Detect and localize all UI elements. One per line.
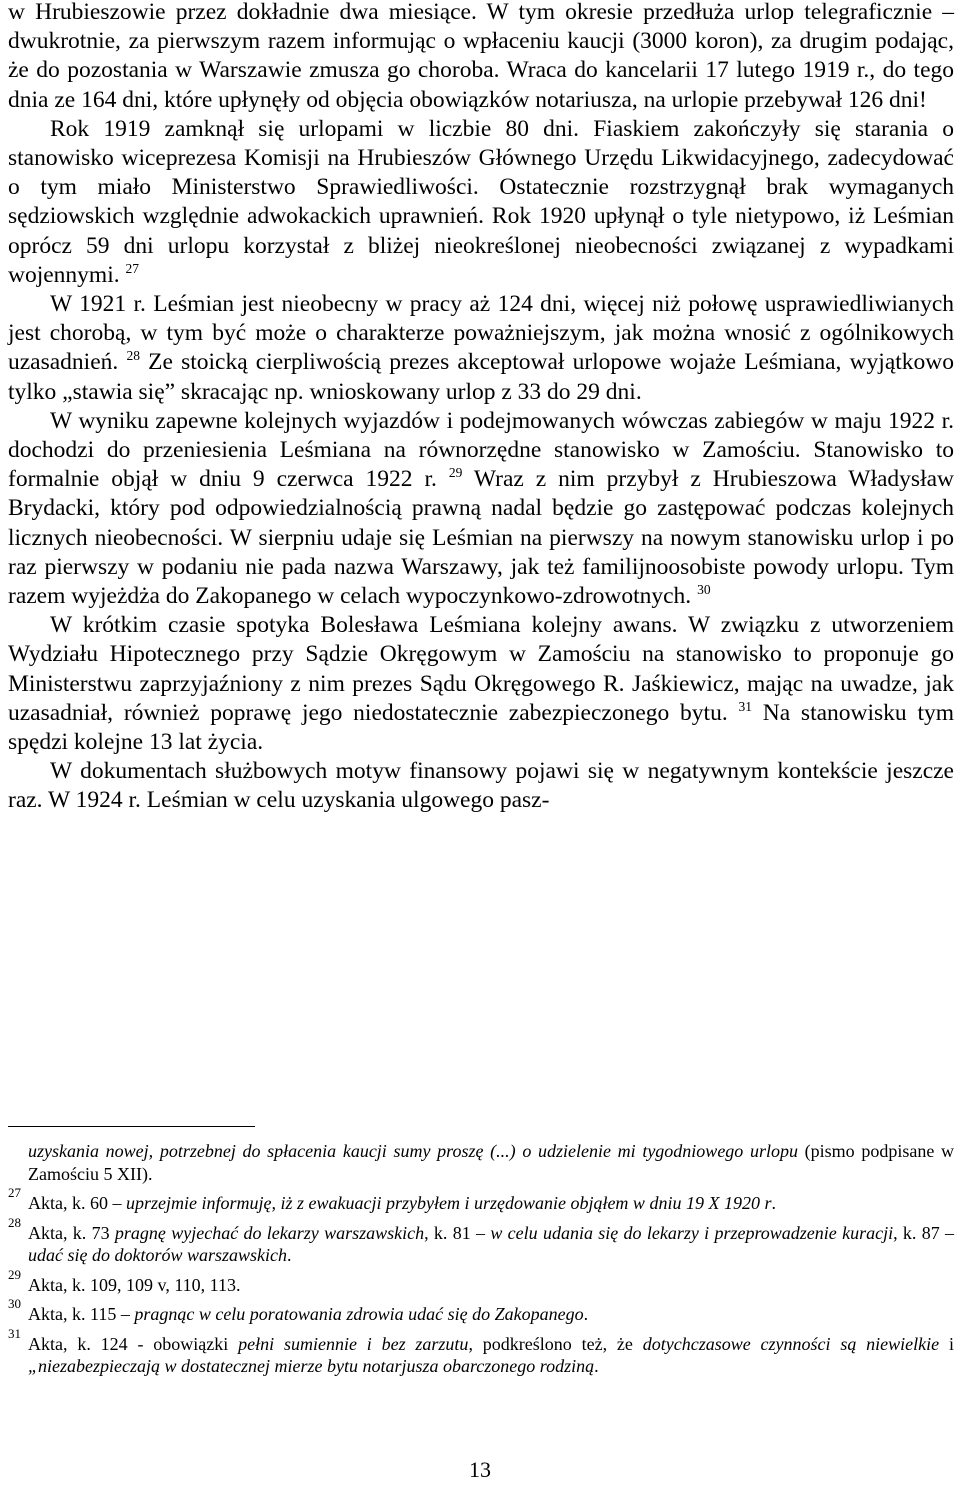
footnote-text: , k. 81 – [424, 1222, 491, 1243]
paragraph-5 [8, 611, 954, 757]
footnote-quote: uprzejmie informuję, iż z ewakuacji przybyłem i urzędowanie objąłem w dniu 19 X 1920 r [126, 1193, 772, 1213]
footnote-text: . [771, 1193, 776, 1213]
paragraph-3 [8, 290, 954, 407]
footnote-29 [8, 1266, 954, 1297]
paragraph-text: W wyniku zapewne kolejnych wyjazdów i podejmowanych wówczas zabiegów w maju 1922 r. dochodzi do przeniesienia Leśmiana na równorzędne stanowisko w Zamościu. Stanowisko to formalnie objął w dniu 9 czerwca 1922 r. [8, 407, 954, 493]
footnote-ref-27: 27 [125, 260, 139, 276]
footnote-quote: pełni sumiennie i bez zarzutu [238, 1333, 469, 1354]
footnote-ref-31: 31 [738, 698, 752, 714]
footnote-continued [8, 1140, 954, 1185]
footnotes [8, 1140, 954, 1378]
footnote-number: 27 [8, 1185, 21, 1200]
footnote-text: , podkreślono też, że [468, 1333, 643, 1354]
footnote-quote: uzyskania nowej, potrzebnej do spłacenia kaucji sumy proszę (...) o udzielenie mi tygodniowego urlopu [28, 1141, 798, 1161]
paragraph-1 [8, 0, 954, 115]
paragraph-text: Rok 1919 zamknął się urlopami w liczbie 80 dni. Fiaskiem zakończyły się starania o stanowisko wiceprezesa Komisji na Hrubieszów Głównego Urzędu Likwidacyjnego, zadecydować o tym miało Ministerstwo Sprawiedliwości. Ostatecznie rozstrzygnął brak wymaganych sędziowskich względnie adwokackich uprawnień. Rok 1920 upłynął o tyle nietypowo, iż Leśmian oprócz 59 dni urlopu korzystał z bliżej nieokreślonej nieobecności związanej z wypadkami wojennymi. [8, 115, 954, 288]
footnote-quote: „niezabezpieczają w dostatecznej mierze bytu notarjusza obarczonego rodziną [28, 1356, 595, 1376]
footnote-number: 29 [8, 1266, 21, 1282]
footnote-number: 28 [8, 1214, 21, 1230]
footnote-text: . [287, 1245, 292, 1265]
footnote-ref-28: 28 [126, 348, 140, 364]
footnote-text: , k. 87 – [893, 1222, 955, 1243]
paragraph-text: W 1921 r. Leśmian jest nieobecny w pracy aż 124 dni, więcej niż połowę usprawiedliwianych jest chorobą, w tym być może o charakterze poważniejszym, jak można wnosić z ogólnikowych uzasadnień. [8, 291, 954, 376]
footnote-text: Akta, k. 73 [28, 1222, 115, 1243]
paragraph-text-tail: Wraz z nim przybył z Hrubieszowa Władysław Brydacki, który pod odpowiedzialnością prawną nadal będzie go zastępować podczas kolejnych licznych nieobecności. W sierpniu udaje się Leśmian na pierwszy na nowym stanowisku urlop i po raz pierwszy w podaniu nie pada nazwa Warszawy, jak też familijnoosobiste powody urlopu. Tym razem wyjeżdża do Zakopanego w celach wypoczynkowo-zdrowotnych. [8, 466, 955, 610]
footnote-30 [8, 1296, 954, 1326]
document-page [8, 0, 955, 1376]
footnote-ref-30: 30 [697, 582, 711, 598]
paragraph-text-tail: Na stanowisku tym spędzi kolejne 13 lat życia. [8, 699, 955, 756]
paragraph-6 [8, 757, 954, 815]
paragraph-text: w Hrubieszowie przez dokładnie dwa miesiące. W tym okresie przedłuża urlop telegraficznie – dwukrotnie, za pierwszym razem informując o wpłaceniu kaucji (3000 koron), za drugim podając, że do pozostania w Warszawie zmusza go choroba. Wraca do kancelarii 17 lutego 1919 r., do tego dnia ze 164 dni, które upłynęły od objęcia obowiązków notariusza, na urlopie przebywał 126 dni! [8, 0, 954, 113]
footnote-text: Akta, k. 60 – [28, 1193, 126, 1213]
footnote-text: . [594, 1356, 599, 1376]
body-text [8, 0, 954, 816]
footnote-quote: dotychczasowe czynności są niewielkie [642, 1333, 940, 1354]
paragraph-text-tail: Ze stoicką cierpliwością prezes akceptował urlopowe wojaże Leśmiana, wyjątkowo tylko „stawia się” skracając np. wnioskowany urlop z 33 do 29 dni. [8, 349, 955, 405]
footnote-text: Akta, k. 115 – [28, 1304, 135, 1324]
page-number: 13 [469, 1457, 491, 1482]
paragraph-4 [8, 407, 954, 611]
footnote-31 [8, 1325, 954, 1378]
paragraph-text: W dokumentach służbowych motyw finansowy pojawi się w negatywnym kontekście jeszcze raz. W 1924 r. Leśmian w celu uzyskania ulgowego pasz- [8, 758, 954, 814]
footnote-text: i [939, 1333, 954, 1354]
footnote-text: Akta, k. 109, 109 v, 110, 113. [28, 1274, 241, 1295]
paragraph-2 [8, 115, 954, 290]
paragraph-text: W krótkim czasie spotyka Bolesława Leśmiana kolejny awans. W związku z utworzeniem Wydziału Hipotecznego przy Sądzie Okręgowym w Zamościu na stanowisko to proponuje go Ministerstwu zaprzyjaźniony z nim prezes Sądu Okręgowego R. Jaśkiewicz, mając na uwadze, jak uzasadniał, również poprawę jego niedostatecznie zabezpieczonego bytu. [8, 612, 954, 726]
footnote-quote: pragnę wyjechać do lekarzy warszawskich [114, 1222, 425, 1243]
footnote-number: 30 [8, 1296, 21, 1311]
footnote-text: (pismo podpisane w Zamościu 5 XII). [28, 1141, 955, 1184]
footnote-separator [8, 1126, 255, 1127]
footnote-quote: udać się do doktorów warszawskich [28, 1245, 287, 1265]
footnote-text: . [583, 1304, 589, 1324]
footnote-text: Akta, k. 124 - obowiązki [28, 1333, 239, 1354]
footnote-28 [8, 1214, 955, 1267]
footnote-number: 31 [8, 1325, 21, 1341]
footnote-27 [8, 1185, 954, 1215]
footnote-quote: w celu udania się do lekarzy i przeprowadzenie kuracji [490, 1222, 894, 1243]
footnote-quote: pragnąc w celu poratowania zdrowia udać się do Zakopanego [134, 1304, 584, 1324]
footnote-ref-29: 29 [448, 465, 463, 481]
